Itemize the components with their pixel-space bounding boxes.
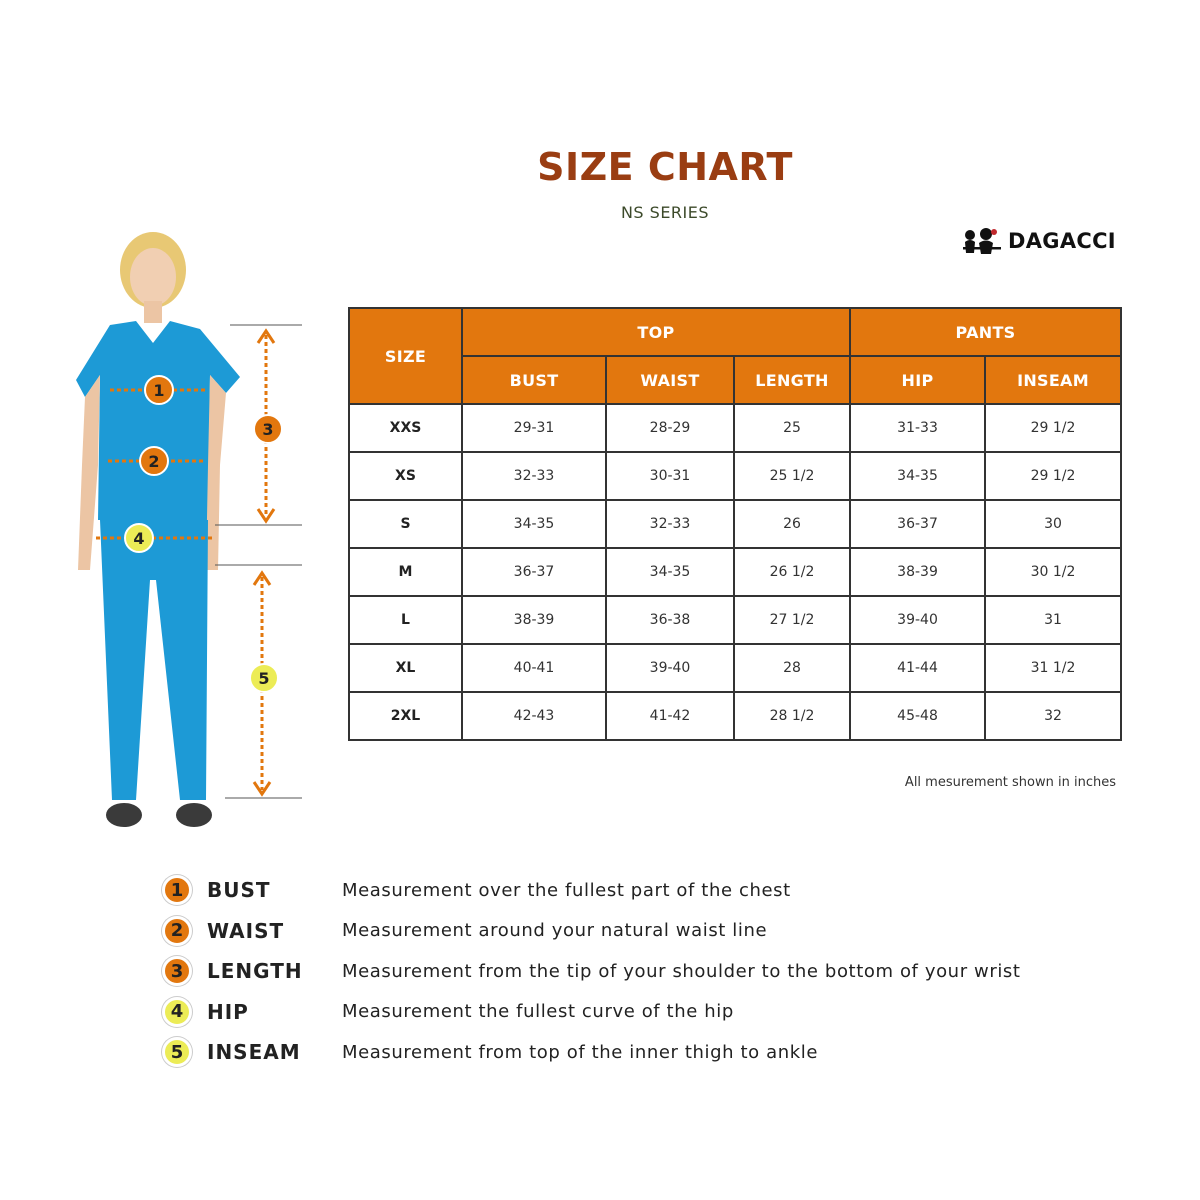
inseam-cell: 32 <box>985 692 1121 740</box>
length-cell: 26 <box>734 500 850 548</box>
hip-cell: 38-39 <box>850 548 985 596</box>
size-cell: L <box>349 596 462 644</box>
table-row <box>349 548 1121 596</box>
page-title: SIZE CHART <box>537 145 793 189</box>
legend-name: INSEAM <box>207 1040 301 1065</box>
bust-cell: 42-43 <box>462 692 606 740</box>
size-table <box>348 307 1122 741</box>
bust-cell: 40-41 <box>462 644 606 692</box>
size-header: SIZE <box>349 308 462 404</box>
pants-group-header: PANTS <box>850 308 1121 356</box>
waist-cell: 34-35 <box>606 548 734 596</box>
number-badge: 4 <box>162 997 192 1027</box>
column-header-inseam: INSEAM <box>985 356 1121 404</box>
column-header-bust: BUST <box>462 356 606 404</box>
table-row <box>349 596 1121 644</box>
number-badge: 3 <box>162 956 192 986</box>
inseam-cell: 29 1/2 <box>985 452 1121 500</box>
marker-hip <box>125 524 153 552</box>
marker-length <box>254 415 282 443</box>
length-cell: 25 1/2 <box>734 452 850 500</box>
units-note: All mesurement shown in inches <box>904 775 1116 790</box>
legend-name: WAIST <box>207 918 285 943</box>
inseam-cell: 29 1/2 <box>985 404 1121 452</box>
legend-description: Measurement around your natural waist line <box>342 920 768 942</box>
length-cell: 28 <box>734 644 850 692</box>
size-table-body <box>349 404 1121 740</box>
table-row <box>349 644 1121 692</box>
model-figure <box>40 225 340 845</box>
waist-cell: 30-31 <box>606 452 734 500</box>
size-cell: S <box>349 500 462 548</box>
legend-description: Measurement over the fullest part of the chest <box>342 879 791 901</box>
inseam-cell: 30 1/2 <box>985 548 1121 596</box>
legend-description: Measurement from top of the inner thigh to ankle <box>342 1041 819 1063</box>
column-header-length: LENGTH <box>734 356 850 404</box>
marker-label-3: 3 <box>262 420 274 439</box>
number-badge: 2 <box>162 916 192 946</box>
column-header-hip: HIP <box>850 356 985 404</box>
inseam-cell: 31 1/2 <box>985 644 1121 692</box>
inseam-cell: 30 <box>985 500 1121 548</box>
number-badge: 1 <box>162 875 192 905</box>
series-subtitle: NS SERIES <box>620 203 710 222</box>
table-row <box>349 500 1121 548</box>
bust-cell: 29-31 <box>462 404 606 452</box>
marker-label-2: 2 <box>148 452 160 471</box>
length-cell: 25 <box>734 404 850 452</box>
brand-logo <box>962 226 1116 256</box>
table-row <box>349 404 1121 452</box>
table-row <box>349 452 1121 500</box>
marker-label-5: 5 <box>258 669 270 688</box>
measurement-legend <box>162 870 1021 1073</box>
legend-item-waist <box>162 911 1021 952</box>
inseam-cell: 31 <box>985 596 1121 644</box>
bust-cell: 34-35 <box>462 500 606 548</box>
waist-cell: 28-29 <box>606 404 734 452</box>
legend-item-inseam <box>162 1032 1021 1073</box>
bust-cell: 36-37 <box>462 548 606 596</box>
hip-cell: 34-35 <box>850 452 985 500</box>
size-cell: XXS <box>349 404 462 452</box>
brand-name: DAGACCI <box>1008 229 1116 253</box>
marker-bust <box>145 376 173 404</box>
legend-description: Measurement from the tip of your shoulder to the bottom of your wrist <box>342 960 1021 982</box>
legend-description: Measurement the fullest curve of the hip <box>342 1001 734 1023</box>
hip-cell: 39-40 <box>850 596 985 644</box>
hip-cell: 41-44 <box>850 644 985 692</box>
top-group-header: TOP <box>462 308 850 356</box>
legend-item-length <box>162 951 1021 992</box>
hip-cell: 36-37 <box>850 500 985 548</box>
size-cell: XL <box>349 644 462 692</box>
waist-cell: 41-42 <box>606 692 734 740</box>
marker-label-4: 4 <box>133 529 145 548</box>
table-row <box>349 692 1121 740</box>
bust-cell: 38-39 <box>462 596 606 644</box>
brand-mark-icon <box>962 226 1002 256</box>
size-cell: XS <box>349 452 462 500</box>
marker-waist <box>140 447 168 475</box>
waist-cell: 32-33 <box>606 500 734 548</box>
length-cell: 28 1/2 <box>734 692 850 740</box>
legend-name: BUST <box>207 878 271 903</box>
legend-name: LENGTH <box>207 959 303 984</box>
legend-item-bust <box>162 870 1021 911</box>
hip-cell: 45-48 <box>850 692 985 740</box>
length-cell: 27 1/2 <box>734 596 850 644</box>
number-badge: 5 <box>162 1037 192 1067</box>
hip-cell: 31-33 <box>850 404 985 452</box>
legend-name: HIP <box>207 999 249 1024</box>
marker-inseam <box>250 664 278 692</box>
waist-cell: 36-38 <box>606 596 734 644</box>
legend-item-hip <box>162 992 1021 1033</box>
bust-cell: 32-33 <box>462 452 606 500</box>
length-cell: 26 1/2 <box>734 548 850 596</box>
column-header-waist: WAIST <box>606 356 734 404</box>
size-cell: 2XL <box>349 692 462 740</box>
size-cell: M <box>349 548 462 596</box>
waist-cell: 39-40 <box>606 644 734 692</box>
marker-label-1: 1 <box>153 381 165 400</box>
